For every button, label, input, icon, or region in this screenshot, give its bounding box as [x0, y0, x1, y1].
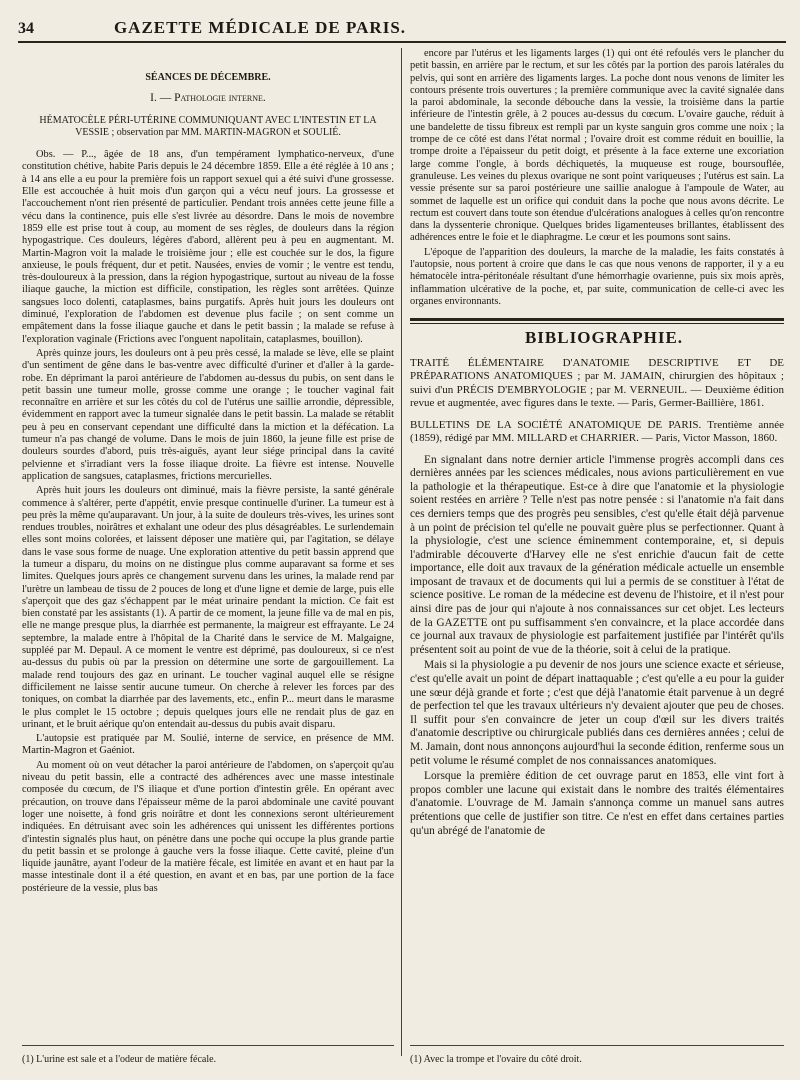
- paragraph: Lorsque la première édition de cet ouvrage parut en 1853, elle vint fort à propos combler une lacune qui existait dans le nombre des traités élémentaires d'anatomie. L'ouvrage de M. Jamain s'annonça comme un manuel sans autres prétentions que celle de justifier son titre. Ce n'est en effet dans certaines parties qu'un abrégé de l'anatomie de: [410, 770, 784, 837]
- paragraph: Obs. — P..., âgée de 18 ans, d'un tempérament lymphatico-nerveux, d'une constitution chétive, habite Paris depuis le 24 décembre 1859. Elle a été réglée à 10 ans ; à 14 ans elle a eu pour la première fois un rapport sexuel qui a été suivi d'une grossesse. Elle est accouchée à huit mois d'un garçon qui a vécu neuf jours. La grossesse et l'accouchement n'ont rien présenté de particulier. Pendant trois années cette jeune fille a vécu dans la continence, puis elle s'est livrée au désordre. Dans le mois de novembre 1859 elle est prise tout à coup, au moment de ses règles, de douleurs dans la région hypogastrique. Ces douleurs, légères d'abord, allèrent peu à peu en augmentant. M. Martin-Magron voit la malade le troisième jour ; elle est couchée sur le dos, la figure anxieuse, le pouls fréquent, dur et petit. Nausées, envies de vomir ; le ventre est tendu, très-douloureux à la pression, dans la région hypogastrique, surtout au niveau de la fosse iliaque gauche, la miction est difficile, constipation, les règles sont arrêtées. Quinze sangsues loco dolenti, cataplasmes, bains purgatifs. Après huit jours les douleurs ont diminué, l'exploration de l'abdomen est devenue plus facile ; on sent comme un empâtement dans la fosse iliaque gauche et dans le petit bassin ; la malade se refuse à l'exploration vaginale (Frictions avec l'onguent napolitain, cataplasmes, bouillon).: [22, 149, 394, 345]
- bibliography-heading: BIBLIOGRAPHIE.: [524, 328, 684, 348]
- subsection-title: I. — Pathologie interne.: [150, 92, 266, 105]
- left-column: [22, 48, 394, 1080]
- footnote-left: (1) L'urine est sale et a l'odeur de matière fécale.: [22, 1045, 394, 1066]
- page-header: [18, 12, 786, 43]
- bibliography-entry: BULLETINS DE LA SOCIÉTÉ ANATOMIQUE DE PARIS. Trentième année (1859), rédigé par MM. MILLARD et CHARRIER. — Paris, Victor Masson, 1860.: [410, 418, 784, 445]
- paragraph: Au moment où on veut détacher la paroi antérieure de l'abdomen, on s'aperçoit qu'au niveau du petit bassin, elle a contracté des adhérences avec une masse intestinale composée du cœcum, de l'S iliaque et d'une portion d'intestin grêle. En opérant avec précaution, on trouve dans l'épaisseur même de la paroi abdominale une cavité pouvant loger une noisette, à fond gris noirâtre et dont les connexions seront ultérieurement indiquées. En détruisant avec soin les adhérences qui unissent les différentes portions d'intestin signalés plus haut, on pénètre dans une poche qui occupe la plus grande partie du petit bassin et se prolonge à gauche vers la fosse iliaque. Cette cavité, pleine d'un liquide jaunâtre, ayant l'odeur de la matière fécale, est limitée en avant et en haut par la masse intestinale dont il a été question, en avant et en bas, par une portion de la face postérieure de la vessie, plus bas: [22, 759, 394, 894]
- paragraph: L'autopsie est pratiquée par M. Soulié, interne de service, en présence de MM. Martin-Magron et Gaéniot.: [22, 733, 394, 757]
- right-column: [410, 48, 784, 1080]
- section-rule: [410, 323, 784, 324]
- paragraph: Mais si la physiologie a pu devenir de nos jours une science exacte et sérieuse, c'est qu'elle avait un point de départ inattaquable ; c'est qu'elle a eu pour la guider une sœur déjà grande et forte ; c'est que déjà l'anatomie était parvenue à un degré de perfection tel que les travaux ultérieurs n'y devaient ajouter que peu de choses. Il suffit pour s'en convaincre de jeter un coup d'œil sur les divers traités d'anatomie descriptive ou chirurgicale publiés dans ces dernières années ; celui de M. Jamain, dont nous annonçons aujourd'hui la seconde édition, renferme sous un petit volume le résumé complet de nos connaissances anatomiques.: [410, 659, 784, 767]
- observation-title: HÉMATOCÈLE PÉRI-UTÉRINE COMMUNIQUANT AVEC L'INTESTIN ET LA VESSIE ; observation par MM. MARTIN-MAGRON et SOULIÉ.: [39, 114, 377, 138]
- masthead-title: GAZETTE MÉDICALE DE PARIS.: [113, 18, 407, 37]
- bibliography-entry: TRAITÉ ÉLÉMENTAIRE D'ANATOMIE DESCRIPTIVE ET DE PRÉPARATIONS ANATOMIQUES ; par M. JAMAIN, chirurgien des hôpitaux ; suivi d'un PRÉCIS D'EMBRYOLOGIE ; par M. VERNEUIL. — Deuxième édition revue et augmentée, avec figures dans le texte. — Paris, Germer-Baillière, 1861.: [410, 356, 784, 410]
- paragraph: En signalant dans notre dernier article l'immense progrès accompli dans ces dernières années par les sciences médicales, nous avions particulièrement en vue la pathologie et la thérapeutique. Est-ce à dire que l'anatomie et la physiologie soient restées en arrière ? Telle n'est pas notre pensée : si l'anatomie n'a fait dans ces derniers temps que des progrès peu sensibles, c'est qu'elle était déjà parvenue à un point de précision tel qu'elle ne pouvait guère plus se perfectionner. Quant à la physiologie, c'est une science éminemment contemporaine, et, si depuis l'admirable découverte d'Harvey elle ne s'est enrichie d'aucun fait de cette importance, elle doit aux travaux de la génération médicale actuelle un ensemble imposant de travaux et de documents qui lui a permis de se constituer à l'état de science positive. Le roman de la médecine est devenu de l'histoire, et il n'est pour ainsi dire pas de jour qui n'ajoute à nos connaissances sur cet objet. Les lecteurs de la GAZETTE ont pu suffisamment s'en convaincre, et la place accordée dans ce journal aux travaux de physiologie est parfaitement justifiée par l'intérêt qu'ils présentent soit au point de vue de la théorie, soit à celui de la pratique.: [410, 453, 784, 656]
- paragraph: L'époque de l'apparition des douleurs, la marche de la maladie, les faits constatés à l'autopsie, nous portent à croire que dans le cas que nous venons de rapporter, il y a eu hématocèle intra-péritonéale résultant d'une hémorrhagie ovarienne, puis six mois après, inflammation ulcérative de la poche, et, par suite, communication de celle-ci avec les organes environnants.: [410, 246, 784, 307]
- section-rule: [410, 318, 784, 321]
- section-title: SÉANCES DE DÉCEMBRE.: [145, 72, 271, 83]
- paragraph: Après huit jours les douleurs ont diminué, mais la fièvre persiste, la santé générale commence à s'altérer, perte d'appétit, envie presque continuelle d'uriner. La tumeur est à peu près la même qu'auparavant. Un jour, à la suite de douleurs très-vives, les urines sont rendues troubles, noirâtres et exhalant une odeur des plus désagréables. Le surlendemain elles sont moins colorées, et laissent déposer une matière qui, par l'agitation, se délaye dans le vase sous forme de nuage. Une exploration attentive du petit bassin apprend que la tumeur a disparu, du moins on ne distingue plus comme auparavant sa forme et ses limites. Quelques jours après ce changement survenu dans les urines, la malade rend par l'urètre un lambeau de tissu de 2 pouces de long et d'une ligne et demie de large, puis elle s'aperçoit que des gaz s'échappent par le méat urinaire pendant la miction. Ce fait est bien constaté par les assistants (1). A partir de ce moment, la jeune fille va de mal en pis, elle ne mange presque plus, la diarrhée est permanente, la maigreur est effrayante. Le 24 septembre, la malade entre à l'hôpital de la Charité dans le service de M. Malgaigne, suppléé par M. Depaul. A ce moment le ventre est déprimé, pas douloureux, si ce n'est au-dessus du pubis où par la pression on détermine une sorte de gargouillement. La malade rend toujours des gaz en urinant. Le toucher vaginal auquel elle se résigne difficilement ne laisse sentir aucune tumeur. On cherche à relever les forces par des toniques, on combat la diarrhée par des lavements, etc., enfin P... meurt dans le marasme le plus complet le 15 octobre ; depuis quelques jours elle ne rendait plus de gaz en urinant, et le bruit aérique qu'on entendait au-dessus du pubis avait disparu.: [22, 485, 394, 730]
- footnote-right: (1) Avec la trompe et l'ovaire du côté droit.: [410, 1045, 784, 1066]
- column-divider: [401, 48, 402, 1056]
- paragraph: Après quinze jours, les douleurs ont à peu près cessé, la malade se lève, elle se plaint d'un sentiment de gêne dans le bas-ventre avec difficulté d'uriner et d'aller à la garde-robe. En déprimant la paroi antérieure de l'abdomen au-dessus du pubis, on sent dans le petit bassin une tumeur molle, grosse comme une orange ; le toucher vaginal fait reconnaître en arrière et sur les côtés du col de l'utérus une saillie arrondie, dépressible, évidemment en rapport avec la tumeur signalée dans le petit bassin. La malade se rétablit peu à peu en conservant cependant une difficulté dans la miction et la défécation. La tumeur n'a pas changé de volume. Dans le mois de juin 1860, la jeune fille est prise de douleurs sourdes d'abord, puis très-aiguës, ayant leur siége principal dans la cavité pelvienne et s'irradiant vers la fosse iliaque droite. La fièvre est intense. Nouvelle application de sangsues, cataplasmes, frictions mercurielles.: [22, 347, 394, 482]
- page-number: 34: [18, 20, 34, 37]
- paragraph: encore par l'utérus et les ligaments larges (1) qui ont été refoulés vers le plancher du petit bassin, en arrière par le rectum, et sur les côtés par la portion des parois latérales du pelvis, qui sont en arrière des ligaments larges. La poche dont nous venons de limiter les contours présente trois ouvertures ; la première communique avec la cavité signalée dans la paroi abdominale, la seconde débouche dans la vessie, la troisième dans la partie inférieure de l'intestin grêle, à 2 pouces au-dessus du cœcum. L'ovaire gauche, réduit à une bandelette de tissu fibreux est rempli par un kyste sanguin gros comme une noix ; la trompe de ce côté est dans l'état normal ; l'ovaire droit est comme réduit en bouillie, la trompe droite a l'épaisseur du petit doigt, et présente à la face externe une excoriation large comme l'ongle, à bords déchiquetés, la muqueuse est rouge, boursouflée, granuleuse. Les veines du plexus ovarique ne sont point variqueuses ; l'utérus est sain. La vessie présente sur sa paroi postérieure une saillie analogue à l'ampoule de Water, au sommet de laquelle est un orifice qui conduit dans la poche que nous avons décrite. Le rectum est couvert dans toute son étendue d'ulcérations analogues à celles qu'on rencontre dans la dyssenterie chronique. Quelques brides ligamenteuses brillantes, établissent des adhérences entre le foie et le diaphragme. Le cœur et les poumons sont sains.: [410, 48, 784, 244]
